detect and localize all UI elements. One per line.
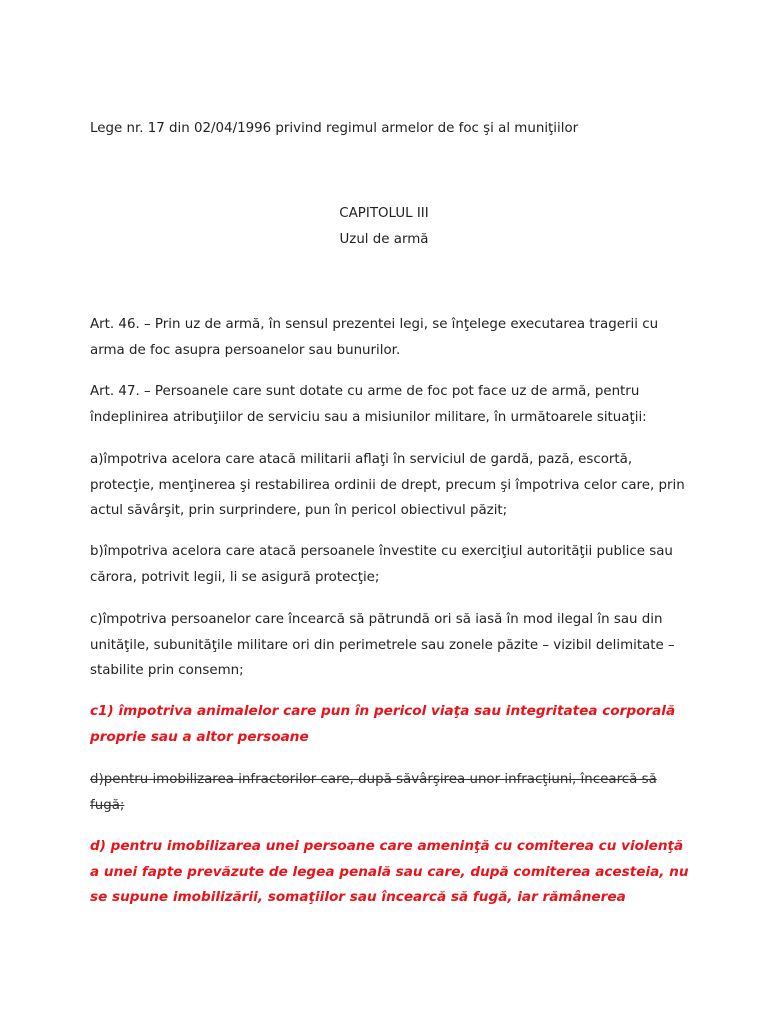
item-d-repealed: d)pentru imobilizarea infractorilor care, după săvârşirea unor infracţiuni, încearcă să fugă; xyxy=(90,772,657,813)
item-a: a)împotriva acelora care atacă militarii aflaţi în serviciul de gardă, pază, escortă, protecţie, menţinerea şi restabilirea ordinii de drept, precum şi împotriva celor care, prin actul săvârşit, prin surprindere, pun în pericol obiectivul păzit; xyxy=(90,452,685,518)
article-46: Art. 46. – Prin uz de armă, în sensul prezentei legi, se înţelege executarea tragerii cu arma de foc asupra persoanelor sau bunurilor. xyxy=(90,317,659,358)
item-c1-amendment: c1) împotriva animalelor care pun în pericol viaţa sau integritatea corporală proprie sau a altor persoane xyxy=(90,703,676,745)
item-d-amendment: d) pentru imobilizarea unei persoane care ameninţă cu comiterea cu violenţă a unei fapte prevăzute de legea penală sau care, după comiterea acesteia, nu se supune imobilizării, somaţiilor sau încearcă să fugă, iar rămânerea xyxy=(90,838,689,905)
chapter-number: CAPITOLUL III xyxy=(339,206,429,221)
item-b: b)împotriva acelora care atacă persoanele învestite cu exerciţiul autorităţii publice sau cărora, potrivit legii, li se asigură protecţie; xyxy=(90,544,673,585)
item-c: c)împotriva persoanelor care încearcă să pătrundă ori să iasă în mod ilegal în sau din unităţile, subunităţile militare ori din perimetrele sau zonele păzite – vizibil delimitate – stabilite prin consemn; xyxy=(90,612,675,678)
document-title: Lege nr. 17 din 02/04/1996 privind regimul armelor de foc şi al muniţiilor xyxy=(90,121,579,136)
article-47: Art. 47. – Persoanele care sunt dotate cu arme de foc pot face uz de armă, pentru îndeplinirea atribuţiilor de serviciu sau a misiunilor militare, în următoarele situaţii: xyxy=(90,384,647,425)
chapter-title: Uzul de armă xyxy=(339,231,429,247)
chapter-heading xyxy=(0,201,768,252)
